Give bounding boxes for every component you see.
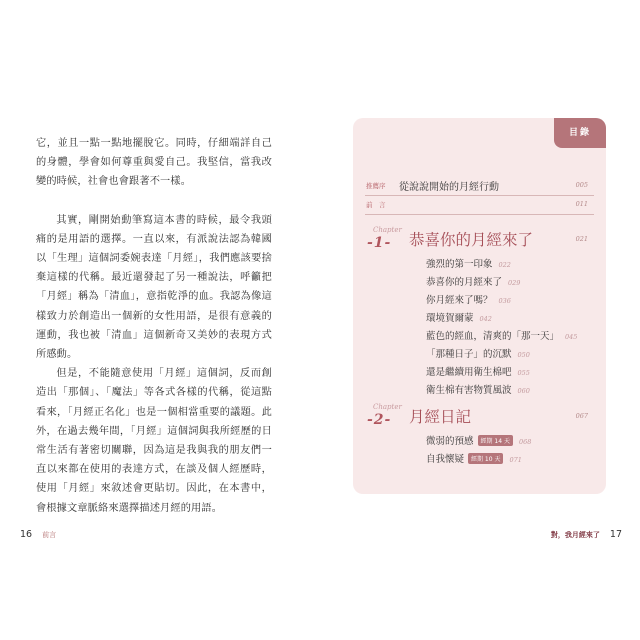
chapter-number: -1-	[367, 235, 392, 251]
toc-page: 029	[508, 279, 521, 287]
toc-pre-item[interactable]	[353, 197, 606, 213]
toc-tag: 推薦序	[366, 182, 386, 190]
chapter-title: 月經日記	[409, 408, 472, 426]
divider	[365, 195, 594, 196]
toc-title: 還是繼續用衛生棉吧	[426, 367, 512, 378]
toc-page: 055	[517, 369, 530, 377]
right-folio	[551, 529, 622, 540]
toc-page: 050	[517, 351, 530, 359]
toc-title: 環境賀爾蒙	[426, 313, 474, 324]
paragraph: 但是，不能隨意使用「月經」這個詞，反而創造出「那個」、「魔法」等各式各樣的代稱，從這點看來，「月經正名化」也是一個相當重要的議題。此外，在過去幾年間，「月經」這個詞與我所經歷的日常生活有著密切關聯，因為這是我與我的朋友們一直以來都在使用的表達方式，在談及個人經歷時，使用「月經」來敘述會更貼切。因此，在本書中，會根據文章脈絡來選擇描述月經的用語。	[36, 368, 272, 514]
toc-title: 強烈的第一印象	[426, 259, 493, 270]
running-head: 對，我月經來了	[550, 531, 600, 539]
toc-entry[interactable]	[426, 378, 530, 396]
toc-page: 067	[575, 412, 588, 420]
toc-title: 自我懷疑	[426, 454, 465, 465]
running-head: 前言	[42, 531, 57, 539]
chapter-script: Chapter	[373, 403, 402, 411]
toc-title: 恭喜你的月經來了	[426, 277, 503, 288]
toc-entry[interactable]	[426, 342, 530, 360]
toc-title: 「那種日子」的沉默	[426, 349, 512, 360]
toc-page: 042	[479, 315, 492, 323]
chapter-script: Chapter	[373, 226, 402, 234]
paragraph: 其實，剛開始動筆寫這本書的時候，最令我頭痛的是用語的選擇。一直以來，有派說法認為韓國以「生理」這個詞委婉表達「月經」，我們應該要捨棄這樣的代稱。最近還發起了另一種說法，呼籲把「月經」稱為「清血」，意指乾淨的血。我認為像這樣致力於創造出一個新的女性用語，是很有意義的運動，我也被「清血」這個新奇又美妙的表現方式所感動。	[36, 214, 272, 361]
toc-page: 071	[509, 456, 522, 464]
chapter-title: 恭喜你的月經來了	[409, 231, 534, 249]
toc-title: 衛生棉有害物質風波	[426, 385, 512, 396]
table-of-contents	[353, 118, 606, 494]
status-badge: 經期 14 天	[478, 435, 513, 446]
toc-entry[interactable]	[426, 360, 530, 378]
toc-entry[interactable]	[426, 324, 578, 342]
right-page	[320, 0, 640, 640]
page-number: 17	[609, 529, 622, 540]
toc-tab: 目錄	[554, 118, 606, 148]
toc-page: 045	[565, 333, 578, 341]
left-folio	[20, 529, 56, 540]
toc-entry[interactable]	[426, 429, 532, 447]
toc-entry[interactable]	[426, 270, 521, 288]
toc-entry[interactable]	[426, 447, 522, 465]
toc-page: 011	[575, 200, 588, 208]
toc-entry[interactable]	[426, 306, 492, 324]
toc-page: 005	[575, 181, 588, 189]
chapter-number: -2-	[367, 412, 392, 428]
body-text	[36, 134, 272, 518]
page-number: 16	[20, 529, 33, 540]
toc-entry[interactable]	[426, 252, 511, 270]
toc-page: 021	[575, 235, 588, 243]
toc-page: 068	[518, 438, 532, 446]
paragraph: 它，並且一點一點地擺脫它。同時，仔細端詳自己的身體，學會如何尊重與愛自己。我堅信，當我改變的時候，社會也會跟著不一樣。	[36, 138, 272, 188]
toc-entry[interactable]	[426, 288, 511, 306]
toc-title: 藍色的經血，清爽的「那一天」	[426, 331, 560, 342]
toc-pre-item[interactable]	[353, 178, 606, 194]
divider	[365, 214, 594, 215]
toc-page: 060	[517, 387, 530, 395]
toc-title: 微弱的預感	[426, 436, 474, 447]
toc-page: 022	[498, 261, 511, 269]
toc-tag: 前 言	[366, 201, 386, 209]
toc-title: 你月經來了嗎？	[426, 295, 493, 306]
toc-page: 036	[498, 297, 511, 305]
toc-title: 從說說開始的月經行動	[399, 182, 499, 193]
status-badge: 經期 10 天	[468, 453, 503, 464]
